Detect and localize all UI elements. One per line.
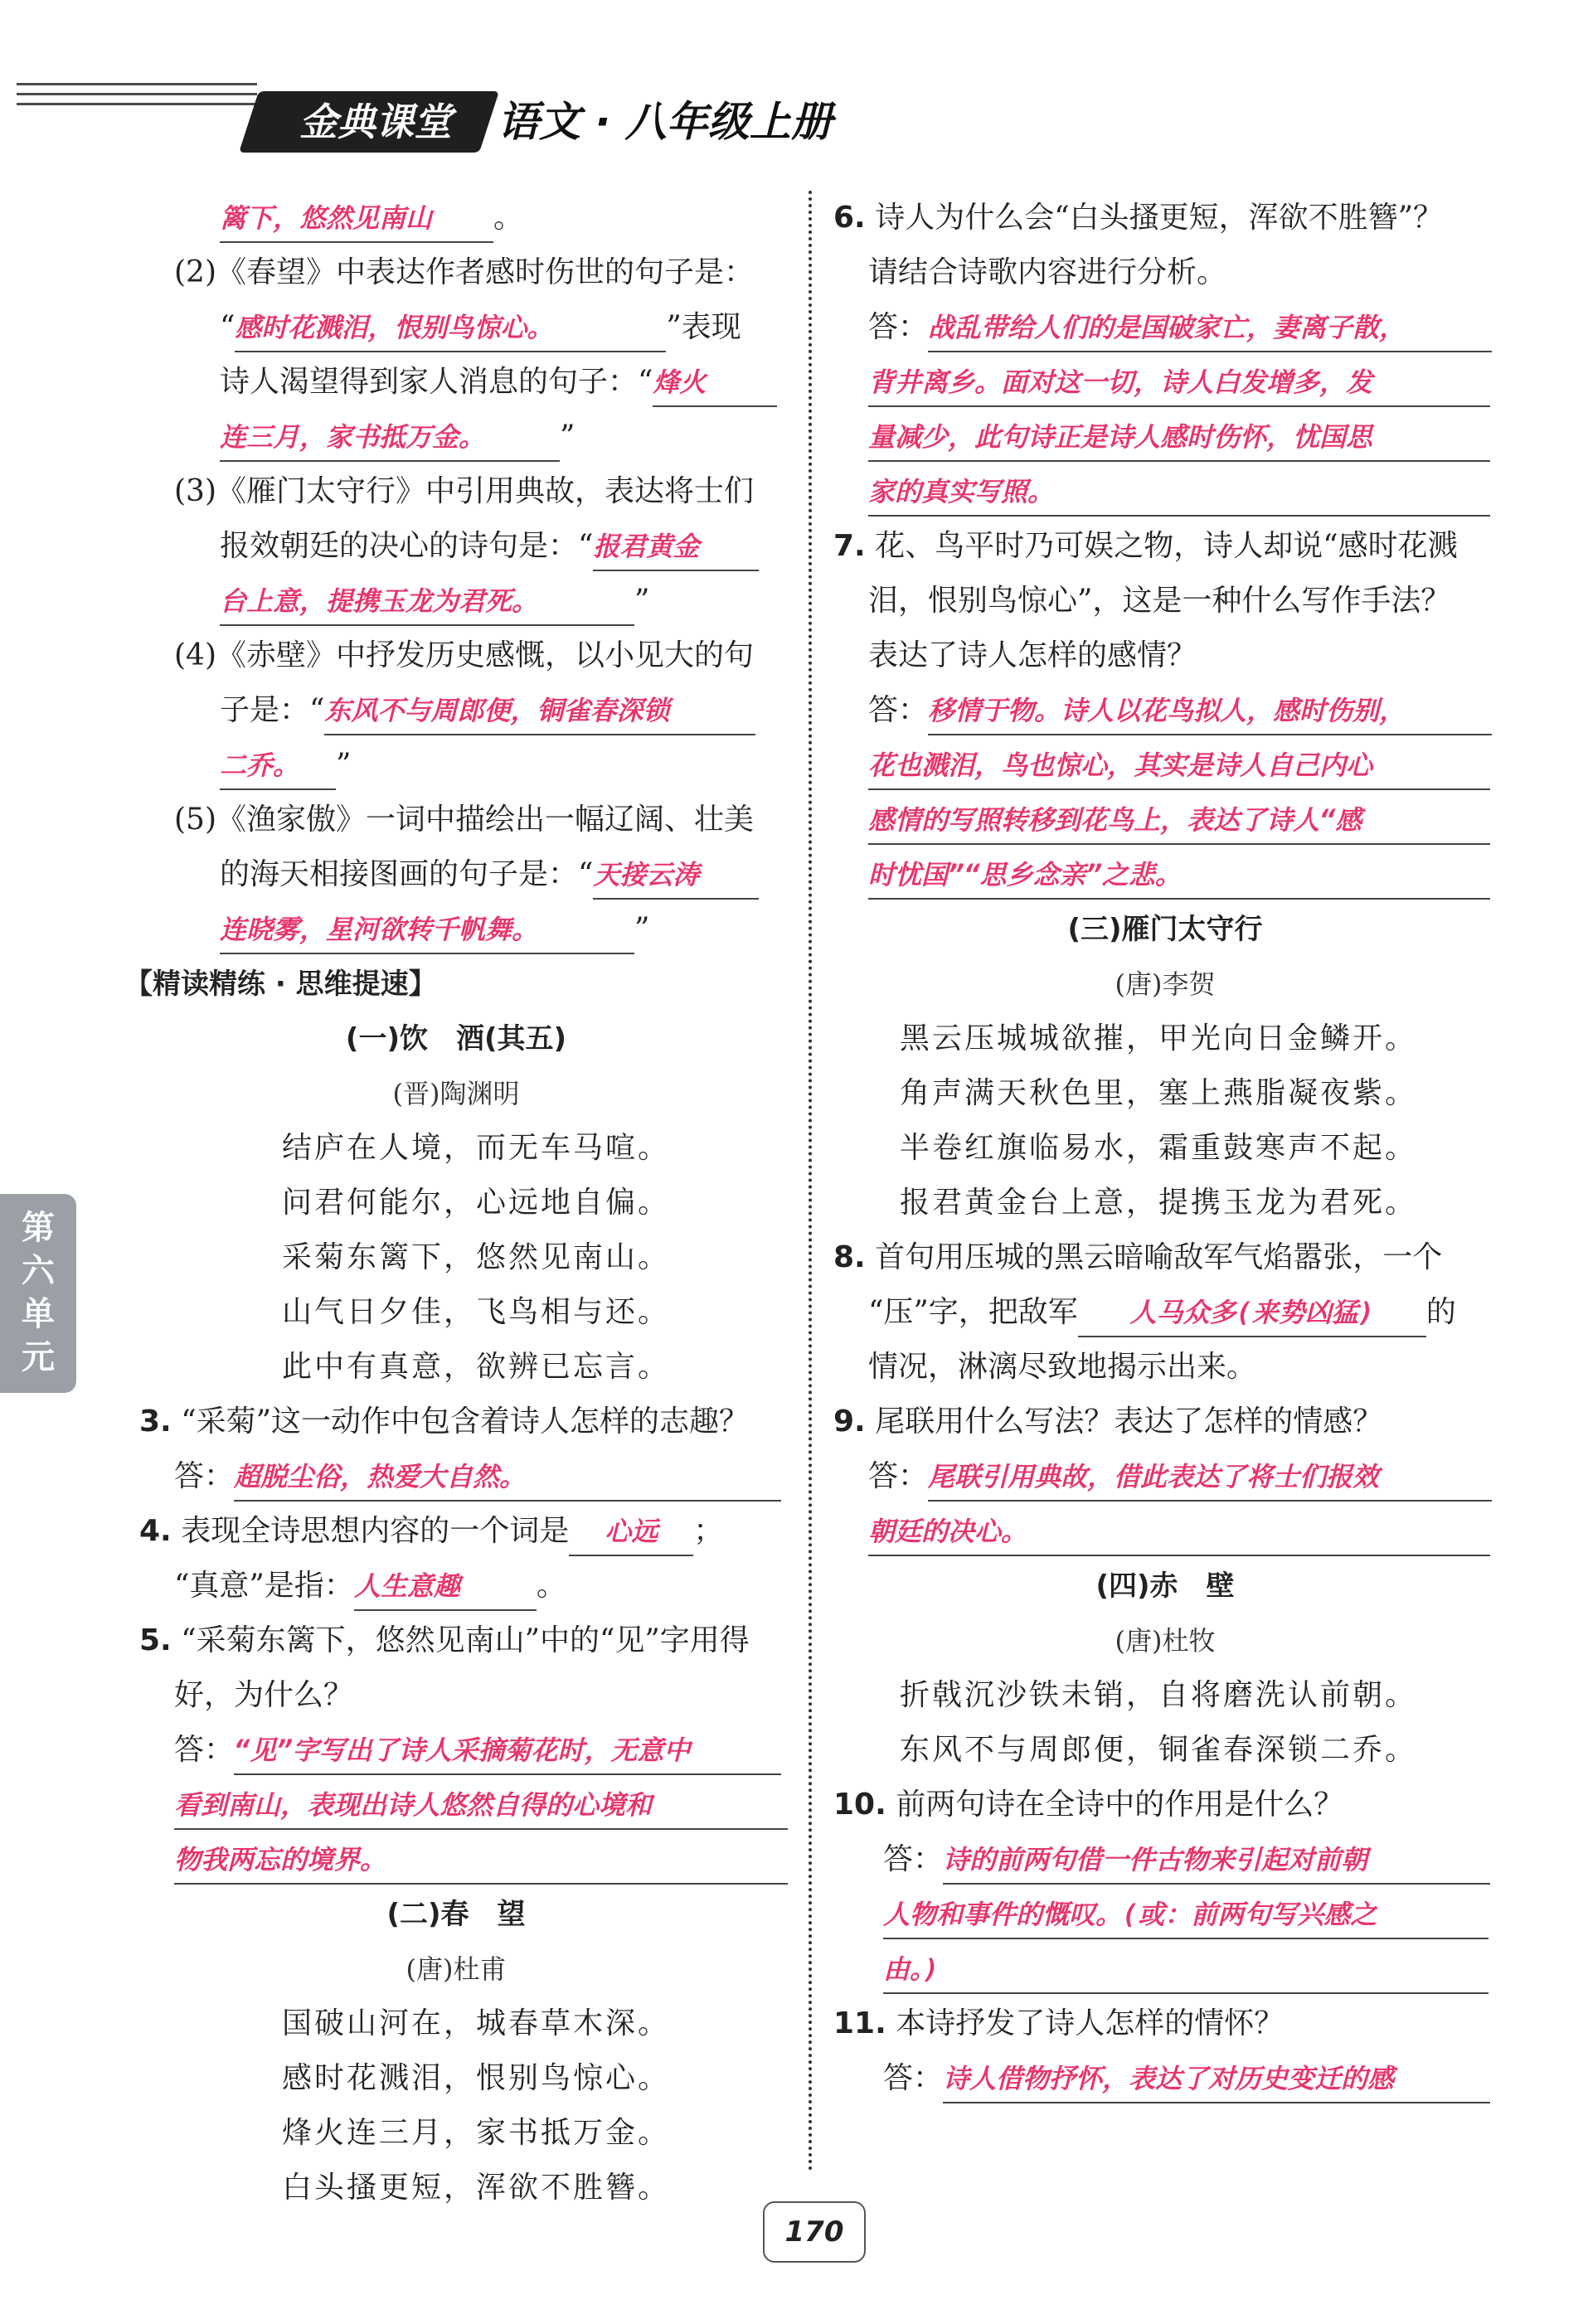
answer-text: 烽火: [653, 361, 777, 407]
question-9-text: 尾联用什么写法？表达了怎样的情感？: [875, 1405, 1383, 1439]
answer-text: 家的真实写照。: [868, 470, 1490, 517]
answer-text: 诗人借物抒怀，表达了对历史变迁的感: [943, 2057, 1490, 2103]
page-number: 170: [763, 2201, 866, 2263]
poem-line: 烽火连三月，家书抵万金。: [282, 2116, 671, 2150]
poem-1-title: (一)饮 酒(其五): [345, 1022, 567, 1055]
answer-text: “见”字写出了诗人采摘菊花时，无意中: [234, 1729, 781, 1775]
poem-3-title: (三)雁门太守行: [1067, 913, 1263, 946]
question-6-text: 诗人为什么会“白头搔更短，浑欲不胜簪”？: [875, 201, 1443, 235]
answer-text: 报君黄金: [593, 525, 759, 571]
question-5-label: (5)《渔家傲》一词中描绘出一幅辽阔、壮美: [174, 803, 754, 837]
poem-line: 半卷红旗临易水，霜重鼓寒声不起。: [900, 1131, 1418, 1165]
poem-line: 问君何能尔，心远地自偏。: [282, 1186, 671, 1220]
poem-4-title: (四)赤 壁: [1095, 1570, 1235, 1603]
question-7-text: 花、鸟平时乃可娱之物，诗人却说“感时花溅: [875, 529, 1458, 563]
question-4-label: (4)《赤壁》中抒发历史感慨，以小见大的句: [174, 638, 754, 672]
question-3-text: “采菊”这一动作中包含着诗人怎样的志趣？: [181, 1405, 749, 1439]
answer-text: 战乱带给人们的是国破家亡，妻离子散，: [928, 306, 1492, 352]
poem-line: 白头搔更短，浑欲不胜簪。: [282, 2171, 671, 2205]
brand-title: 金典课堂: [299, 99, 452, 144]
answer-text: 感情的写照转移到花鸟上，表达了诗人“感: [868, 798, 1490, 845]
header-decor-lines: [17, 83, 265, 116]
poem-line: 国破山河在，城春草木深。: [282, 2006, 671, 2040]
answer-text: 篱下，悠然见南山: [220, 196, 493, 243]
answer-text: 量减少，此句诗正是诗人感时伤怀，忧国思: [868, 415, 1490, 462]
answer-text: 移情于物。诗人以花鸟拟人，感时伤别，: [928, 689, 1492, 735]
column-divider: [809, 191, 812, 2172]
poem-line: 东风不与周郎便，铜雀春深锁二乔。: [900, 1733, 1418, 1767]
answer-text: 尾联引用典故，借此表达了将士们报效: [928, 1455, 1492, 1502]
question-2-label: (2)《春望》中表达作者感时伤世的句子是：: [174, 255, 754, 289]
answer-text: 连三月，家书抵万金。: [220, 415, 560, 462]
question-10-text: 前两句诗在全诗中的作用是什么？: [896, 1788, 1344, 1822]
answer-text: 连晓雾，星河欲转千帆舞。: [220, 908, 634, 954]
poem-line: 结庐在人境，而无车马喧。: [282, 1131, 671, 1165]
poem-line: 角声满天秋色里，塞上燕脂凝夜紫。: [900, 1076, 1418, 1110]
poem-2-title: (二)春 望: [386, 1898, 526, 1931]
answer-text: 人马众多(来势凶猛): [1078, 1291, 1426, 1337]
poem-line: 报君黄金台上意，提携玉龙为君死。: [900, 1186, 1418, 1220]
question-11-text: 本诗抒发了诗人怎样的情怀？: [896, 2006, 1284, 2040]
question-8-text: 首句用压城的黑云暗喻敌军气焰嚣张，一个: [875, 1240, 1443, 1274]
poem-line: 山气日夕佳，飞鸟相与还。: [282, 1295, 671, 1329]
answer-text: 二乔。: [220, 744, 336, 790]
answer-text: 感时花溅泪，恨别鸟惊心。: [235, 306, 666, 352]
answer-text: 人物和事件的慨叹。(或：前两句写兴感之: [883, 1893, 1488, 1939]
answer-text: 诗的前两句借一件古物来引起对前朝: [943, 1838, 1490, 1885]
answer-text: 心远: [569, 1510, 693, 1556]
answer-text: 天接云涛: [593, 853, 759, 900]
answer-text: 背井离乡。面对这一切，诗人白发增多，发: [868, 361, 1490, 407]
answer-text: 东风不与周郎便，铜雀春深锁: [324, 689, 755, 735]
poem-1-author: (晋)陶渊明: [392, 1078, 520, 1109]
poem-line: 折戟沉沙铁未销，自将磨洗认前朝。: [900, 1678, 1418, 1712]
unit-side-tab-label: 第六单元: [22, 1209, 55, 1376]
poem-line: 感时花溅泪，恨别鸟惊心。: [282, 2061, 671, 2095]
question-4-text: 表现全诗思想内容的一个词是: [181, 1514, 570, 1548]
poem-line: 此中有真意，欲辨已忘言。: [282, 1350, 671, 1384]
answer-text: 由。): [883, 1948, 1488, 1994]
answer-text: 人生意趣: [354, 1565, 537, 1611]
answer-text: 花也溅泪，鸟也惊心，其实是诗人自己内心: [868, 744, 1490, 790]
answer-text: 朝廷的决心。: [868, 1510, 1490, 1556]
answer-text: 物我两忘的境界。: [174, 1838, 788, 1885]
answer-text: 看到南山，表现出诗人悠然自得的心境和: [174, 1783, 788, 1830]
question-5-text: “采菊东篱下，悠然见南山”中的“见”字用得: [181, 1623, 750, 1657]
subject-title: 语文 · 八年级上册: [498, 98, 833, 146]
section-heading: 【精读精练 · 思维提速】: [124, 968, 437, 1001]
answer-text: 超脱尘俗，热爱大自然。: [234, 1455, 781, 1502]
answer-text: 台上意，提携玉龙为君死。: [220, 580, 634, 626]
poem-line: 黑云压城城欲摧，甲光向日金鳞开。: [900, 1021, 1418, 1055]
poem-4-author: (唐)杜牧: [1115, 1625, 1216, 1657]
question-3-label: (3)《雁门太守行》中引用典故，表达将士们: [174, 474, 754, 508]
poem-line: 采菊东篱下，悠然见南山。: [282, 1240, 671, 1274]
poem-3-author: (唐)李贺: [1115, 968, 1216, 1000]
answer-text: 时忧国”“思乡念亲”之悲。: [868, 853, 1490, 900]
poem-2-author: (唐)杜甫: [405, 1953, 507, 1985]
